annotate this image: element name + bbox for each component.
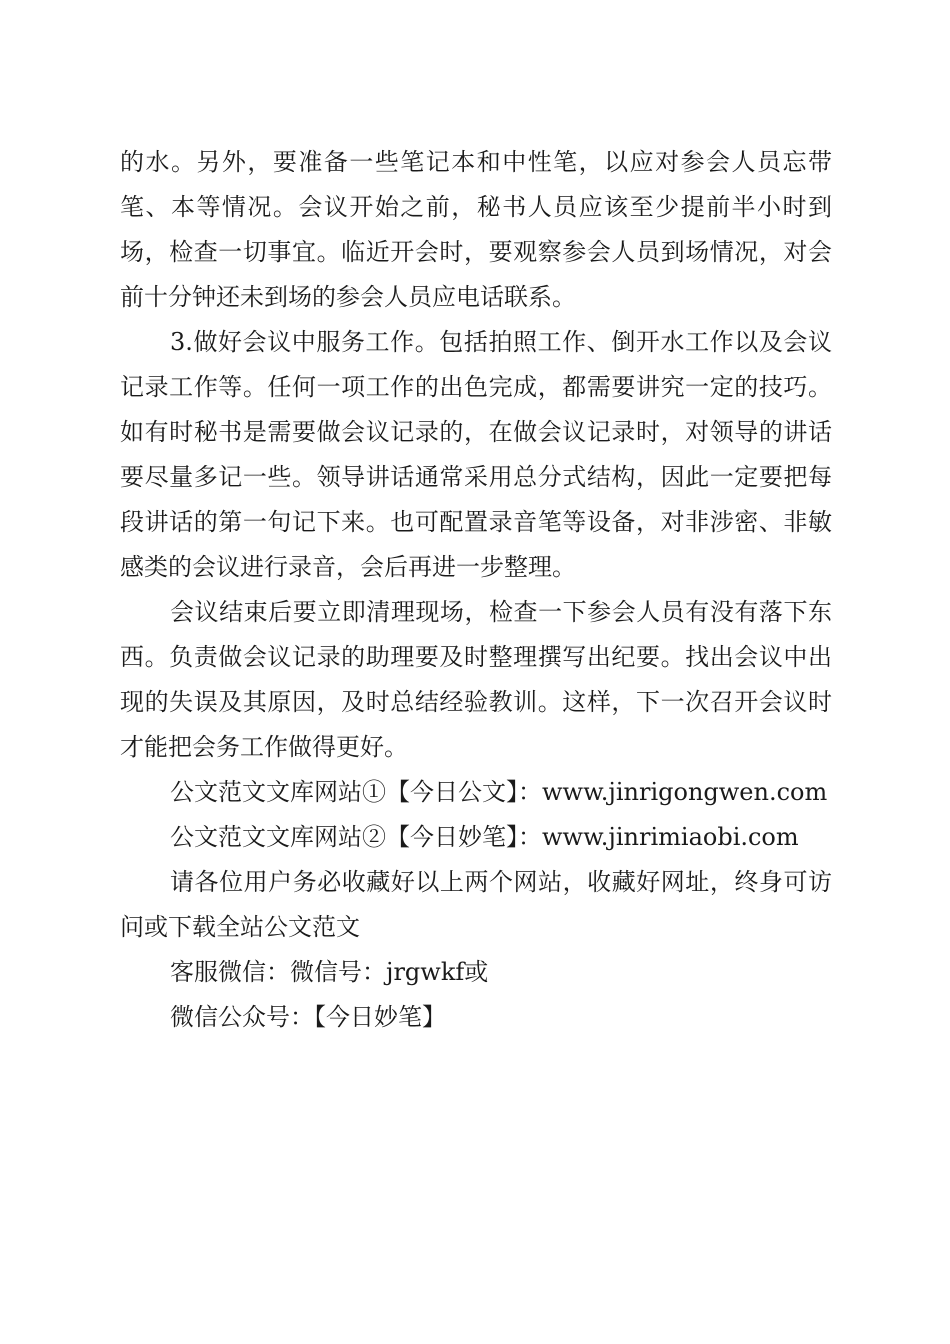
footer-site2-url[interactable]: www.jinrimiaobi.com xyxy=(542,823,799,851)
paragraph-meeting-service: 3.做好会议中服务工作。包括拍照工作、倒开水工作以及会议记录工作等。任何一项工作的出色完成，都需要讲究一定的技巧。如有时秘书是需要做会议记录的，在做会议记录时，对领导的讲话要尽量多记一些。领导讲话通常采用总分式结构，因此一定要把每段讲话的第一句记下来。也可配置录音笔等设备，对非涉密、非敏感类的会议进行录音，会后再进一步整理。 xyxy=(120,328,832,581)
footer-site2-label: 公文范文文库网站②【今日妙笔】： xyxy=(170,823,542,851)
footer-notice: 请各位用户务必收藏好以上两个网站，收藏好网址，终身可访问或下载全站公文范文 xyxy=(120,868,832,941)
footer-official-account: 微信公众号：【今日妙笔】 xyxy=(170,1003,446,1031)
footer-wechat: 客服微信：微信号：jrgwkf或 xyxy=(170,958,489,986)
footer-site1 xyxy=(120,770,832,815)
paragraph-meeting-preparation: 的水。另外，要准备一些笔记本和中性笔，以应对参会人员忘带笔、本等情况。会议开始之前，秘书人员应该至少提前半小时到场，检查一切事宜。临近开会时，要观察参会人员到场情况，对会前十分钟还未到场的参会人员应电话联系。 xyxy=(120,148,832,311)
footer-site2 xyxy=(120,815,832,860)
footer-site1-url[interactable]: www.jinrigongwen.com xyxy=(542,778,828,806)
document-body xyxy=(120,140,832,1040)
paragraph-meeting-cleanup: 会议结束后要立即清理现场，检查一下参会人员有没有落下东西。负责做会议记录的助理要及时整理撰写出纪要。找出会议中出现的失误及其原因，及时总结经验教训。这样，下一次召开会议时才能把会务工作做得更好。 xyxy=(120,598,832,761)
footer-site1-label: 公文范文文库网站①【今日公文】： xyxy=(170,778,542,806)
